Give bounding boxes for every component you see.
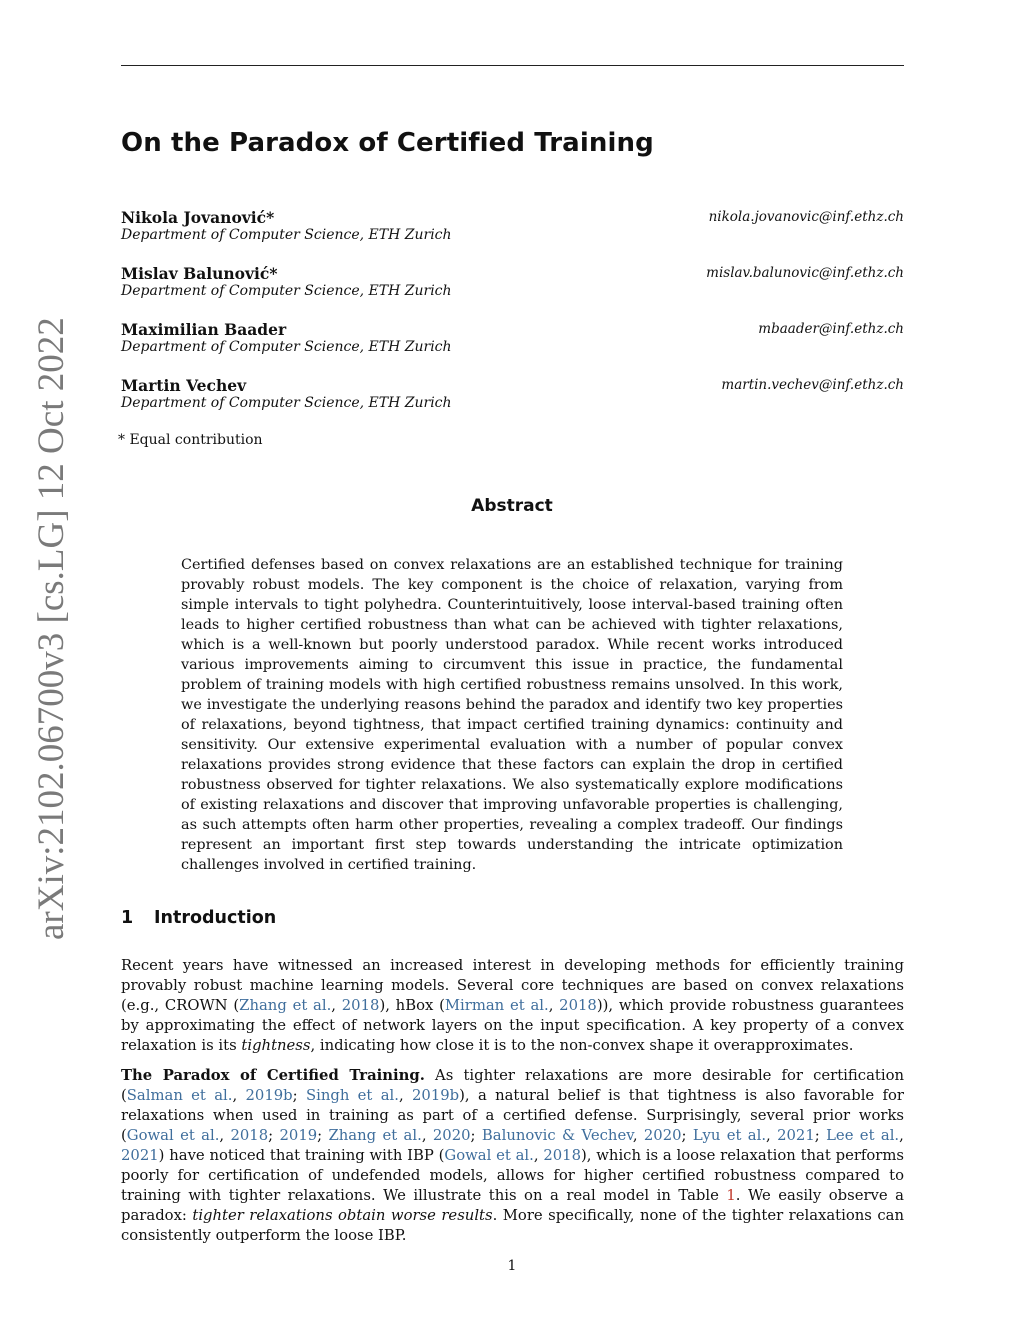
citation-link[interactable]: 2018 [543,1147,581,1164]
intro-paragraph: Recent years have witnessed an increased interest in developing methods for efficiently training provably robust machine learning models. Several core techniques are based on convex relaxations (e.g., CROWN (Zhang et al., 2018), hBox (Mirman et al., 2018)), which provide robustness guarantees by approximating the effect of network layers on the input specification. A key property of a convex relaxation is its tightness, indicating how close it is to the non-convex shape it overapproximates. [121,957,904,1054]
author-email: mbaader@inf.ethz.ch [758,321,904,337]
emphasis-text: tighter relaxations obtain worse results [192,1207,493,1224]
table-reference-link[interactable]: 1 [726,1187,736,1204]
citation-link[interactable]: 2019b [245,1087,293,1104]
author-affiliation: Department of Computer Science, ETH Zurich [121,283,452,299]
author-email: mislav.balunovic@inf.ethz.ch [706,265,904,281]
citation-link[interactable]: 2019b [412,1087,460,1104]
citation-link[interactable]: Gowal et al. [126,1127,220,1144]
citation-link[interactable]: 2018 [559,997,597,1014]
citation-link[interactable]: Balunovic & Vechev [481,1127,633,1144]
author-name: Nikola Jovanović* [121,208,275,227]
author-affiliation: Department of Computer Science, ETH Zurich [121,395,452,411]
citation-link[interactable]: 2020 [432,1127,471,1144]
citation-link[interactable]: Zhang et al. [239,997,332,1014]
section-heading [121,908,276,928]
author-block [121,320,904,360]
arxiv-stamp: arXiv:2102.06700v3 [cs.LG] 12 Oct 2022 [31,317,72,940]
citation-link[interactable]: Lyu et al. [692,1127,767,1144]
author-name: Mislav Balunović* [121,264,278,283]
citation-link[interactable]: 2019 [279,1127,318,1144]
author-block [121,208,904,248]
author-affiliation: Department of Computer Science, ETH Zurich [121,227,452,243]
citation-link[interactable]: Salman et al. [126,1087,233,1104]
author-affiliation: Department of Computer Science, ETH Zurich [121,339,452,355]
top-rule [121,65,904,66]
section-number: 1 [121,908,134,928]
section-title: Introduction [154,908,277,928]
author-name: Maximilian Baader [121,320,287,339]
citation-link[interactable]: Lee et al. [826,1127,900,1144]
author-block [121,376,904,416]
paragraph-lead: The Paradox of Certified Training. [121,1067,425,1084]
author-block [121,264,904,304]
author-email: nikola.jovanovic@inf.ethz.ch [708,209,904,225]
citation-link[interactable]: Zhang et al. [328,1127,422,1144]
abstract-heading: Abstract [471,496,553,516]
citation-link[interactable]: 2020 [643,1127,682,1144]
citation-link[interactable]: 2018 [341,997,380,1014]
citation-link[interactable]: 2018 [230,1127,269,1144]
author-email: martin.vechev@inf.ethz.ch [721,377,904,393]
citation-link[interactable]: Gowal et al. [444,1147,534,1164]
author-name: Martin Vechev [121,376,247,395]
equal-contribution-note: * Equal contribution [118,432,263,448]
citation-link[interactable]: 2021 [121,1147,159,1164]
page-number: 1 [507,1258,517,1274]
paradox-paragraph: The Paradox of Certified Training. As tighter relaxations are more desirable for certification (Salman et al., 2019b; Singh et al., 2019b), a natural belief is that tightness is also favorable for relaxations when used in training as part of a certified defense. Surprisingly, several prior works (Gowal et al., 2018; 2019; Zhang et al., 2020; Balunovic & Vechev, 2020; Lyu et al., 2021; Lee et al., 2021) have noticed that training with IBP (Gowal et al., 2018), which is a loose relaxation that performs poorly for certification of undefended models, allows for higher certified robustness compared to training with tighter relaxations. We illustrate this on a real model in Table 1. We easily observe a paradox: tighter relaxations obtain worse results. More specifically, none of the tighter relaxations can consistently outperform the loose IBP. [121,1067,905,1244]
citation-link[interactable]: Mirman et al. [444,997,549,1014]
emphasis-text: tightness [241,1037,311,1054]
citation-link[interactable]: 2021 [777,1127,815,1144]
abstract-text: Certified defenses based on convex relaxations are an established technique for training provably robust models. The key component is the choice of relaxation, varying from simple intervals to tight polyhedra. Counterintuitively, loose interval-based training often leads to higher certified robustness than what can be achieved with tighter relaxations, which is a well-known but poorly understood paradox. While recent works introduced various improvements aiming to circumvent this issue in practice, the fundamental problem of training models with high certified robustness remains unsolved. In this work, we investigate the underlying reasons behind the paradox and identify two key properties of relaxations, beyond tightness, that impact certified training dynamics: continuity and sensitivity. Our extensive experimental evaluation with a number of popular convex relaxations provides strong evidence that these factors can explain the drop in certified robustness observed for tighter relaxations. We also systematically explore modifications of existing relaxations and discover that improving unfavorable properties is challenging, as such attempts often harm other properties, revealing a complex tradeoff. Our findings represent an important first step towards understanding the intricate optimization challenges involved in certified training. [181,557,843,873]
paper-title: On the Paradox of Certified Training [121,128,654,158]
citation-link[interactable]: Singh et al. [305,1087,399,1104]
